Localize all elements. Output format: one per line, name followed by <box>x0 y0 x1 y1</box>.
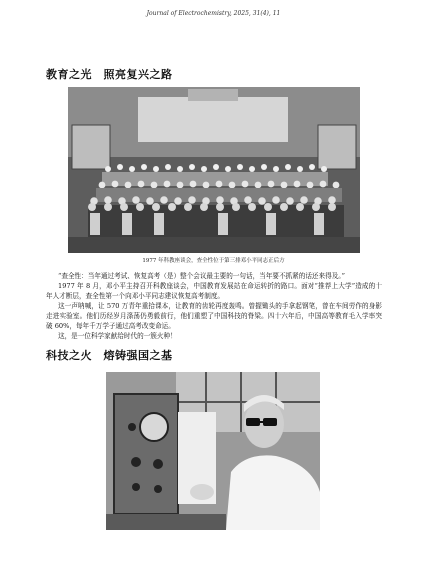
scientist-photo-illustration <box>106 372 320 530</box>
paragraph-1977: 1977 年 8 月，邓小平主持召开科教座谈会，中国教育发展站在命运转折的路口。面对“推荐上大学”造成的十年人才断层，查全性第一个向邓小平同志建议恢复高考制度。 <box>46 282 382 300</box>
group-photo-illustration <box>68 87 360 253</box>
group-photo <box>68 87 360 253</box>
journal-header: Journal of Electrochemistry, 2025, 31(4), 11 <box>146 10 281 17</box>
section-title-technology: 科技之火 熔铸强国之基 <box>46 349 173 362</box>
scientist-photo <box>106 372 320 530</box>
paragraph-impact: 这一声呐喊，让 570 万青年重拾课本，让教育的齿轮再度轰鸣。曾握锄头的手拿起钢笔，曾在车间劳作的身影走进实验室。他们历经岁月涤荡仍勇毅前行，他们重塑了中国科技的脊梁。四十六年后，中国高等教育毛入学率突破 60%，每年千万学子通过高考改变命运。 <box>46 302 382 330</box>
article-body <box>46 271 382 341</box>
quote-paragraph: “查全性：当年通过考试、恢复高考（是）整个会议最主要的一句话，当年要不抓紧的话还来得及。” <box>58 272 345 280</box>
photo-caption: 1977 年科教座谈会，查全性位于第三排邓小平同志正后方 <box>142 258 285 264</box>
section-title-education: 教育之光 照亮复兴之路 <box>46 68 173 81</box>
paragraph-closing: 这，是一位科学家献给时代的一簇火种！ <box>58 332 177 340</box>
